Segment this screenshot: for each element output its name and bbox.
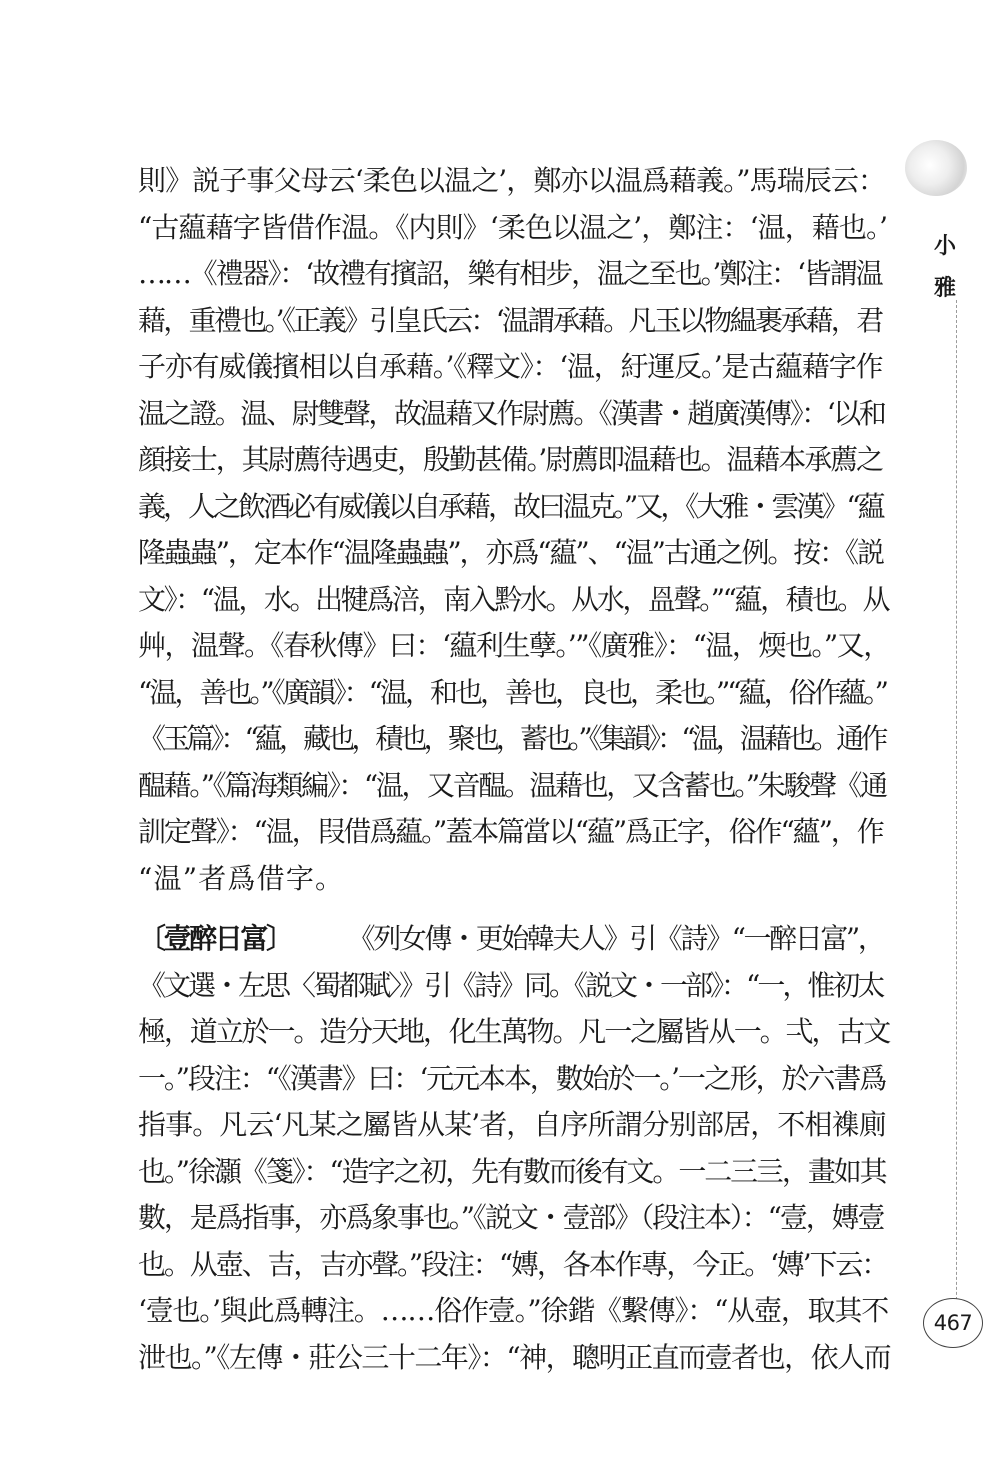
text-line: ‘壹也。’與此爲轉注。……俗作壹。”徐鍇《繫傳》：“从壺，取其不 (138, 1294, 889, 1327)
text-line: 一。”段注：“《漢書》曰：‘元元本本，數始於一。’一之形，於六書爲 (138, 1061, 886, 1095)
text-line: 隆蟲蟲”，定本作“温隆蟲蟲”，亦爲“藴”、“温”古通之例。按：《説 (138, 536, 883, 569)
text-line: 義，人之飲酒必有威儀以自承藉，故曰温克。”又，《大雅・雲漢》“藴 (138, 489, 883, 523)
text-line: ……《禮器》：‘故禮有擯詔，樂有相步，温之至也。’鄭注：‘皆謂温 (138, 257, 882, 290)
entry-first-line (138, 916, 890, 963)
text-line: 文》：“温，水。出犍爲涪，南入黔水。从水，𥁕聲。”“藴，積也。从 (138, 582, 889, 616)
running-head-char: 小 (933, 234, 956, 259)
page-number-badge (923, 1298, 983, 1348)
text-line: “古藴藉字皆借作温。《内則》‘柔色以温之’，鄭注：‘温，藉也。’ (138, 210, 888, 244)
text-line: 也。从壺、吉，吉亦聲。”段注：“嫥，各本作專，今正。‘嫥’下云： (138, 1247, 888, 1281)
text-line: 泄也。”《左傳・莊公三十二年》：“神，聰明正直而壹者也，依人而 (138, 1340, 891, 1374)
margin-divider (956, 300, 957, 1330)
body-text (138, 158, 890, 1381)
text-line: “温”者爲借字。 (138, 861, 345, 895)
page-number: 467 (933, 1311, 973, 1335)
section-ornament-icon (905, 140, 967, 196)
entry-first-line-text: 《列女傳・更始韓夫人》引《詩》“一醉日富”， (347, 922, 884, 955)
text-line: 指事。凡云‘凡某之屬皆从某’者，自序所謂分别部居，不相襍廁 (138, 1108, 886, 1141)
text-line: 《玉篇》：“藴，藏也，積也，聚也，蓄也。”《集韻》：“温，温藉也。通作 (138, 722, 885, 755)
text-line: 温之證。温、尉雙聲，故温藉又作尉薦。《漢書・趙廣漢傳》：‘以和 (138, 396, 885, 430)
text-line: 也。”徐灝《箋》：“造字之初，先有數而後有文。一二三亖，畫如其 (138, 1154, 886, 1188)
text-line: 子亦有威儀擯相以自承藉。’《釋文》：‘温，紆運反。’是古藴藉字作 (138, 350, 883, 383)
commentary-paragraph (138, 158, 890, 902)
text-line: 《文選・左思〈蜀都賦〉》引《詩》同。《説文・一部》：“一，惟初太 (138, 968, 883, 1002)
text-line: 訓定聲》：“温，叚借爲藴。”蓋本篇當以“藴”爲正字，俗作“蘊”，作 (138, 815, 883, 848)
entry-heading: 〔壹醉日富〕 (138, 922, 292, 955)
text-line: 極，道立於一。造分天地，化生萬物。凡一之屬皆从一。弌，古文 (138, 1015, 890, 1048)
entry-paragraph (138, 916, 890, 1381)
text-line: 數，是爲指事，亦爲象事也。”《説文・壹部》（段注本）：“壹，嫥壹 (138, 1201, 884, 1234)
text-line: 醖藉。”《篇海類編》：“温，又音醖。温藉也，又含蓄也。”朱駿聲《通 (138, 768, 886, 802)
text-line: 藉，重禮也。’《正義》引皇氏云：‘温謂承藉。凡玉以物緼裹承藉，君 (138, 303, 882, 337)
running-head-char: 雅 (933, 276, 956, 301)
text-line: 艸，温聲。《春秋傳》曰：‘藴利生孽。’”《廣雅》：“温，煗也。”又， (138, 629, 890, 662)
text-line: 則》説子事父母云‘柔色以温之’，鄭亦以温爲藉義。”馬瑞辰云： (138, 164, 886, 197)
paragraph-gap (138, 902, 890, 916)
running-head (930, 226, 960, 310)
text-line: 顔接士，其尉薦待遇吏，殷勤甚備。’尉薦即温藉也。温藉本承薦之 (138, 443, 882, 476)
text-line: “温，善也。”《廣韻》：“温，和也，善也，良也，柔也。”“藴，俗作蘊。” (138, 675, 886, 709)
